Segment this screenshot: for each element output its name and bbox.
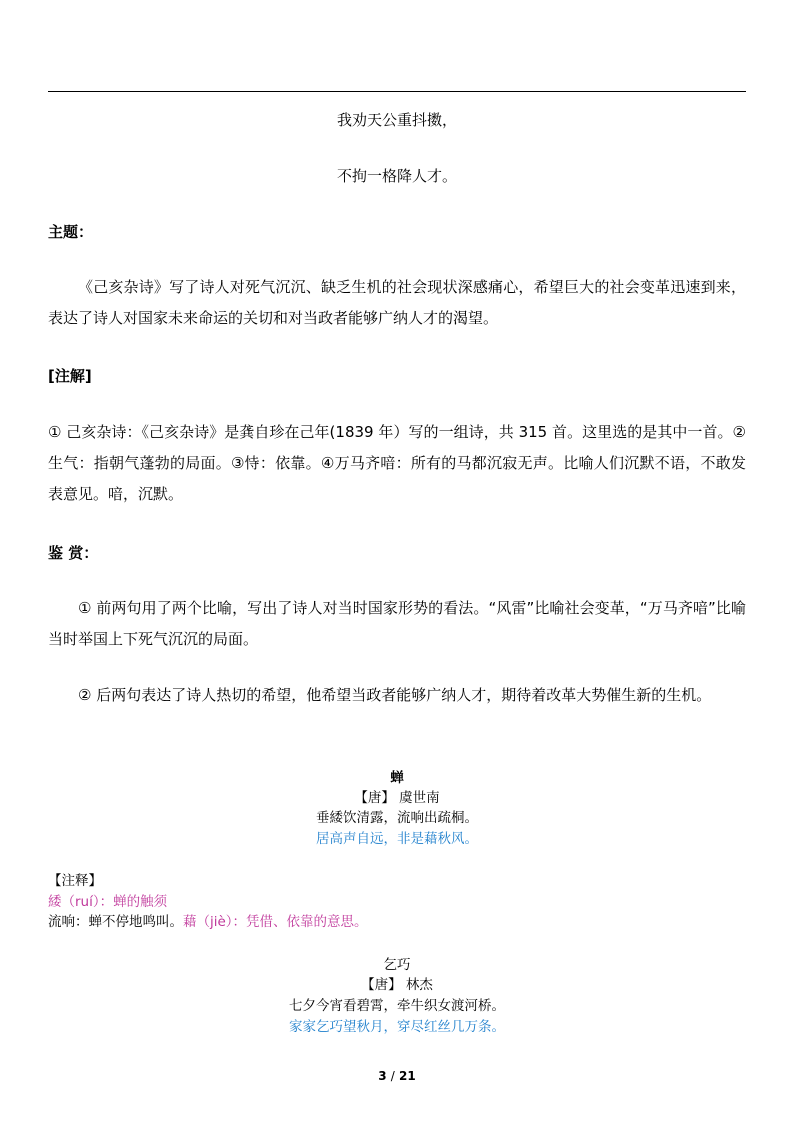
theme-heading: 主题：	[48, 223, 94, 241]
poem-qiqiao-title: 乞巧	[383, 957, 411, 973]
poem-chan-line-1: 垂緌饮清露，流响出疏桐。	[316, 810, 478, 826]
poem-qiqiao-author: 【唐】 林杰	[361, 977, 433, 993]
chan-note-2-suffix: 藉（jiè）：凭借、依靠的意思。	[183, 914, 368, 930]
chan-note-1: 緌（ruí）：蝉的触须	[48, 894, 168, 910]
page-separator: /	[390, 1069, 395, 1083]
appreciation-heading: 鉴 赏：	[48, 544, 99, 562]
notes-paragraph: ① 己亥杂诗：《己亥杂诗》是龚自珍在己年(1839 年）写的一组诗，共 315 首。这里选的是其中一首。②生气：指朝气蓬勃的局面。③恃：依靠。④万马齐喑：所有的马都沉寂无声。比喻人们沉默不语，不敢发表意见。喑，沉默。	[48, 423, 746, 503]
header-rule	[48, 91, 746, 92]
poem-chan-title: 蝉	[390, 770, 404, 786]
theme-paragraph: 《己亥杂诗》写了诗人对死气沉沉、缺乏生机的社会现状深感痛心，希望巨大的社会变革迅速到来，表达了诗人对国家未来命运的关切和对当政者能够广纳人才的渴望。	[48, 278, 746, 327]
poem-line-3: 我劝天公重抖擞，	[336, 111, 457, 129]
appreciation-paragraph-1: ① 前两句用了两个比喻，写出了诗人对当时国家形势的看法。“风雷”比喻社会变革，“万马齐喑”比喻当时举国上下死气沉沉的局面。	[48, 599, 746, 648]
poem-qiqiao-line-2: 家家乞巧望秋月，穿尽红丝几万条。	[289, 1019, 505, 1035]
chan-notes-heading: 【注释】	[48, 873, 102, 889]
appreciation-paragraph-2: ② 后两句表达了诗人热切的希望，他希望当政者能够广纳人才，期待着改革大势催生新的生机。	[78, 686, 712, 704]
poem-chan-line-2: 居高声自远，非是藉秋风。	[316, 831, 478, 847]
poem-chan-author: 【唐】 虞世南	[354, 790, 440, 806]
chan-note-2	[48, 912, 368, 932]
poem-qiqiao-line-1: 七夕今宵看碧霄，牵牛织女渡河桥。	[289, 998, 505, 1014]
page-current: 3	[378, 1069, 387, 1083]
poem-line-4: 不拘一格降人才。	[336, 167, 457, 185]
chan-note-2-prefix: 流响：蝉不停地鸣叫。	[48, 914, 183, 930]
page-total: 21	[399, 1069, 416, 1083]
page-number	[0, 1069, 794, 1083]
notes-heading: [注解]	[48, 367, 92, 385]
